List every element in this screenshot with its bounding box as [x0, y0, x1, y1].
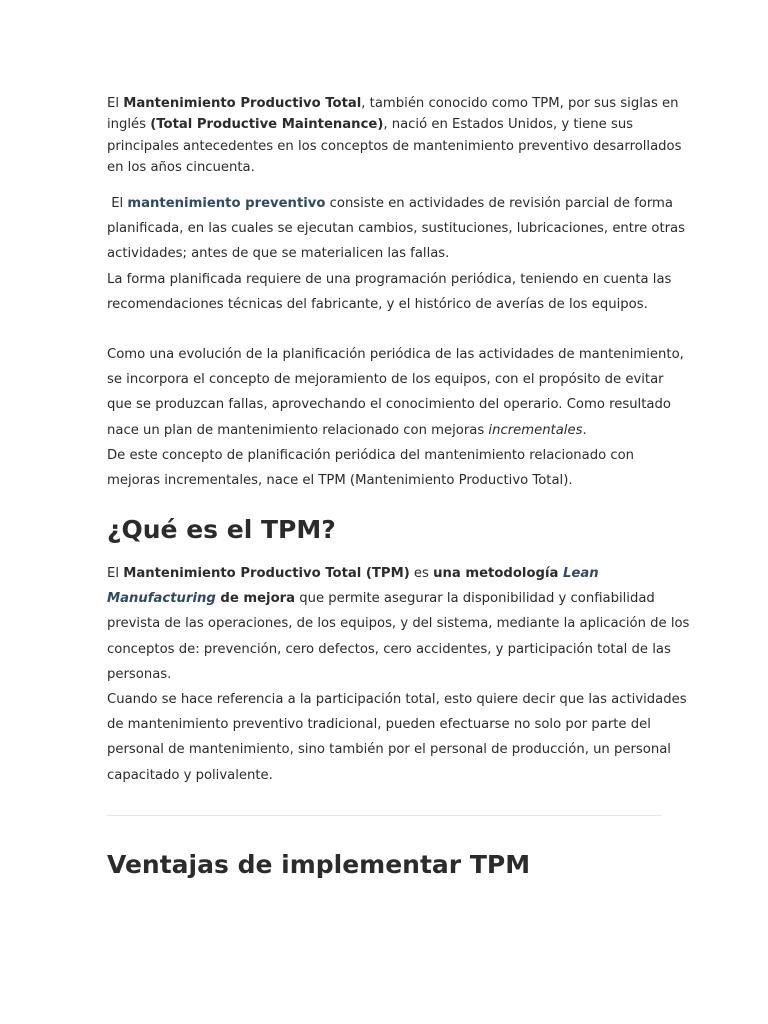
preventive-line-5: recomendaciones técnicas del fabricante, y el histórico de averías de los equipos.: [107, 296, 648, 312]
text: inglés: [107, 117, 151, 133]
section-divider: [107, 815, 662, 816]
definition-line-7: de mantenimiento preventivo tradicional, pueden efectuarse no solo por parte del: [107, 717, 651, 733]
heading-what-is-tpm: ¿Qué es el TPM?: [107, 515, 336, 544]
evolution-line-4: [107, 418, 663, 443]
definition-paragraph: [107, 561, 690, 788]
intro-line-4: en los años cincuenta.: [107, 159, 255, 175]
definition-line-4: conceptos de: prevención, cero defectos, cero accidentes, y participación total de las: [107, 641, 671, 657]
intro-line-1: [107, 93, 679, 114]
text: consiste en actividades de revisión parcial de forma: [325, 196, 673, 211]
definition-line-2: [107, 586, 663, 611]
text: , nació en Estados Unidos, y tiene sus: [383, 117, 634, 133]
lean-manufacturing-link-cont[interactable]: Manufacturing: [107, 591, 216, 607]
evolution-line-5: De este concepto de planificación periódica del mantenimiento relacionado con: [107, 447, 635, 463]
intro-paragraph: [107, 93, 682, 178]
preventive-line-4: La forma planificada requiere de una programación periódica, teniendo en cuenta las: [107, 271, 672, 287]
text: El: [107, 96, 124, 111]
definition-line-1: [107, 561, 663, 586]
tpm-term: Mantenimiento Productivo Total (TPM): [123, 566, 410, 581]
evolution-line-6: mejoras incrementales, nace el TPM (Mantenimiento Productivo Total).: [107, 473, 573, 489]
text: nace un plan de mantenimiento relacionado con mejoras: [107, 422, 489, 438]
preventive-line-3: actividades; antes de que se materialicen las fallas.: [107, 246, 450, 262]
preventive-line-2: planificada, en las cuales se ejecutan cambios, sustituciones, lubricaciones, entre otras: [107, 221, 686, 237]
english-term: (Total Productive Maintenance): [150, 117, 384, 133]
text: El: [107, 196, 128, 211]
text: es: [409, 566, 434, 581]
heading-ventajas: Ventajas de implementar TPM: [107, 850, 531, 879]
emphasis: incrementales: [488, 422, 583, 438]
text: que permite asegurar la disponibilidad y confiabilidad: [295, 591, 655, 607]
evolution-line-3: que se produzcan fallas, aprovechando el conocimiento del operario. Como resultado: [107, 397, 671, 413]
definition-line-6: Cuando se hace referencia a la participación total, esto quiere decir que las actividades: [107, 692, 687, 708]
text: , también conocido como TPM, por sus siglas en: [361, 96, 679, 111]
definition-line-9: capacitado y polivalente.: [107, 767, 273, 783]
definition-line-8: personal de mantenimiento, sino también por el personal de producción, un personal: [107, 742, 671, 758]
evolution-paragraph: [107, 342, 684, 493]
definition-line-5: personas.: [107, 666, 172, 682]
intro-line-3: principales antecedentes en los conceptos de mantenimiento preventivo desarrollados: [107, 138, 682, 154]
evolution-line-2: se incorpora el concepto de mejoramiento de los equipos, con el propósito de evitar: [107, 372, 664, 388]
preventive-paragraph: [107, 191, 686, 317]
evolution-line-1: Como una evolución de la planificación periódica de las actividades de mantenimiento,: [107, 347, 684, 362]
text: .: [582, 422, 587, 438]
preventive-line-1: [107, 191, 673, 216]
definition-line-3: prevista de las operaciones, de los equipos, y del sistema, mediante la aplicación de los: [107, 616, 690, 632]
improvement-term: de mejora: [215, 591, 296, 607]
text: El: [107, 566, 124, 581]
tpm-term: Mantenimiento Productivo Total: [123, 96, 362, 111]
lean-manufacturing-link[interactable]: Lean: [562, 566, 599, 581]
methodology-term: una metodología: [433, 566, 563, 581]
preventive-maintenance-link[interactable]: mantenimiento preventivo: [127, 196, 326, 211]
intro-line-2: [107, 114, 663, 135]
